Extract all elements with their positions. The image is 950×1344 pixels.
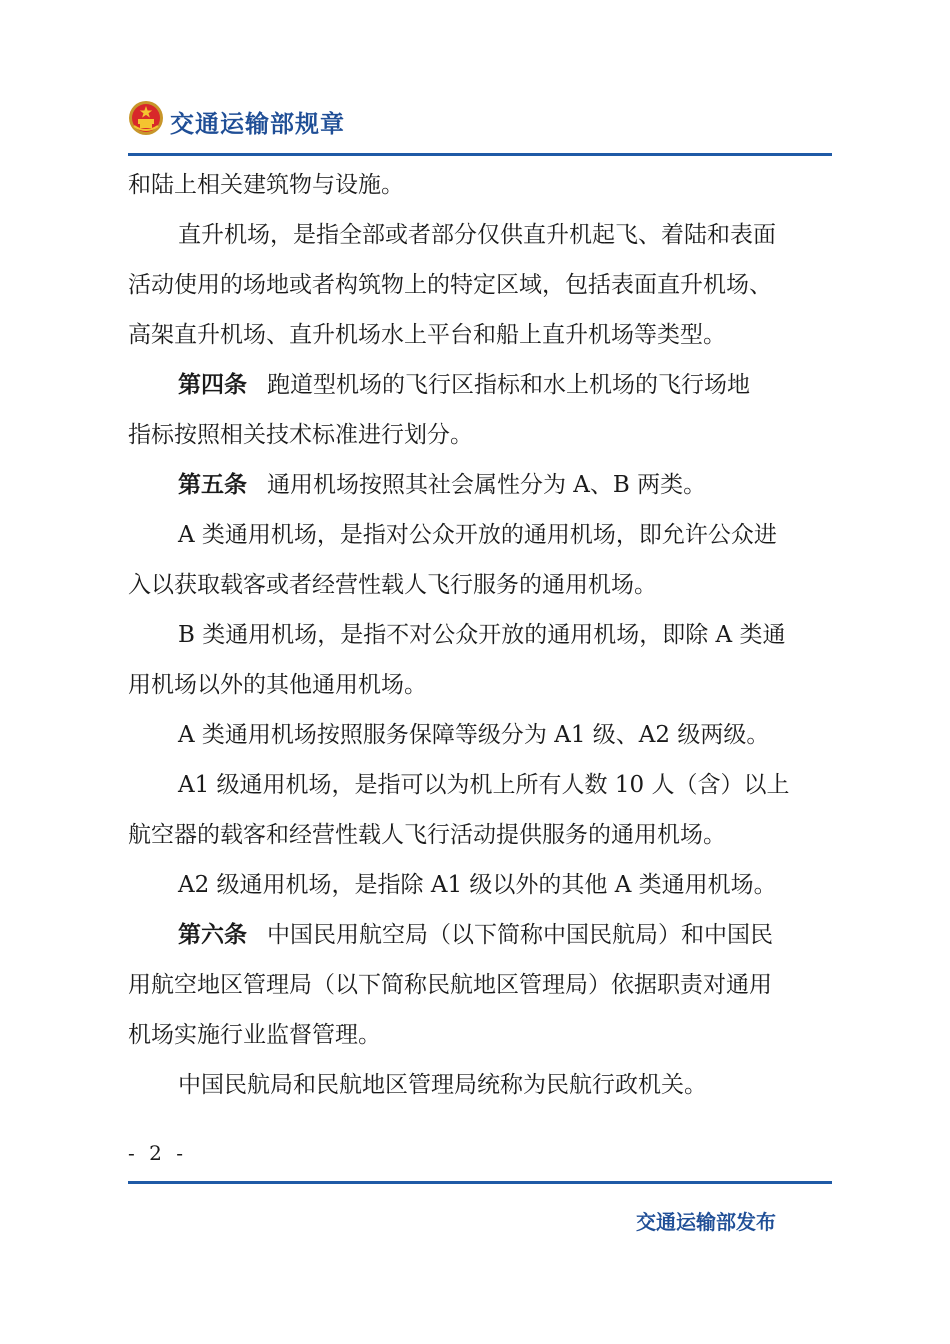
page-number: - 2 - <box>128 1141 187 1165</box>
text-line <box>128 960 832 1010</box>
article-number: 第五条 <box>178 472 247 498</box>
line-text: B 类通用机场，是指不对公众开放的通用机场，即除 A 类通 <box>178 622 786 648</box>
text-line <box>128 310 832 360</box>
text-line <box>128 610 832 660</box>
text-line <box>128 860 832 910</box>
line-text: 指标按照相关技术标准进行划分。 <box>128 422 473 448</box>
header-title: 交通运输部规章 <box>170 110 345 138</box>
text-line <box>128 510 832 560</box>
national-emblem-icon <box>128 100 164 136</box>
text-line <box>128 660 832 710</box>
line-text: A 类通用机场，是指对公众开放的通用机场，即允许公众进 <box>178 522 777 548</box>
text-line <box>128 260 832 310</box>
text-line <box>128 560 832 610</box>
text-line <box>128 810 832 860</box>
page-header <box>128 98 832 156</box>
line-text: 通用机场按照其社会属性分为 A、B 两类。 <box>267 472 707 498</box>
line-text: 直升机场，是指全部或者部分仅供直升机起飞、着陆和表面 <box>178 222 776 248</box>
line-text: 高架直升机场、直升机场水上平台和船上直升机场等类型。 <box>128 322 726 348</box>
text-line <box>128 1060 832 1110</box>
article-number: 第六条 <box>178 922 247 948</box>
line-text: 活动使用的场地或者构筑物上的特定区域，包括表面直升机场、 <box>128 272 772 298</box>
document-body <box>128 160 832 1110</box>
line-text: 中国民航局和民航地区管理局统称为民航行政机关。 <box>178 1072 707 1098</box>
article-line <box>128 460 832 510</box>
line-text: A 类通用机场按照服务保障等级分为 A1 级、A2 级两级。 <box>178 722 770 748</box>
text-line <box>128 760 832 810</box>
article-line <box>128 910 832 960</box>
line-text: 中国民用航空局（以下简称中国民航局）和中国民 <box>267 922 773 948</box>
header-divider <box>128 153 832 156</box>
footer-publisher: 交通运输部发布 <box>636 1210 776 1234</box>
line-text: 跑道型机场的飞行区指标和水上机场的飞行场地 <box>267 372 750 398</box>
line-text: 用机场以外的其他通用机场。 <box>128 672 427 698</box>
article-number: 第四条 <box>178 372 247 398</box>
text-line <box>128 710 832 760</box>
line-text: A1 级通用机场，是指可以为机上所有人数 10 人（含）以上 <box>178 772 790 798</box>
text-line <box>128 160 832 210</box>
line-text: A2 级通用机场，是指除 A1 级以外的其他 A 类通用机场。 <box>178 872 777 898</box>
line-text: 机场实施行业监督管理。 <box>128 1022 381 1048</box>
text-line <box>128 1010 832 1060</box>
line-text: 航空器的载客和经营性载人飞行活动提供服务的通用机场。 <box>128 822 726 848</box>
line-text: 入以获取载客或者经营性载人飞行服务的通用机场。 <box>128 572 657 598</box>
footer-divider <box>128 1181 832 1184</box>
text-line <box>128 410 832 460</box>
text-line <box>128 210 832 260</box>
line-text: 用航空地区管理局（以下简称民航地区管理局）依据职责对通用 <box>128 972 772 998</box>
line-text: 和陆上相关建筑物与设施。 <box>128 172 404 198</box>
article-line <box>128 360 832 410</box>
